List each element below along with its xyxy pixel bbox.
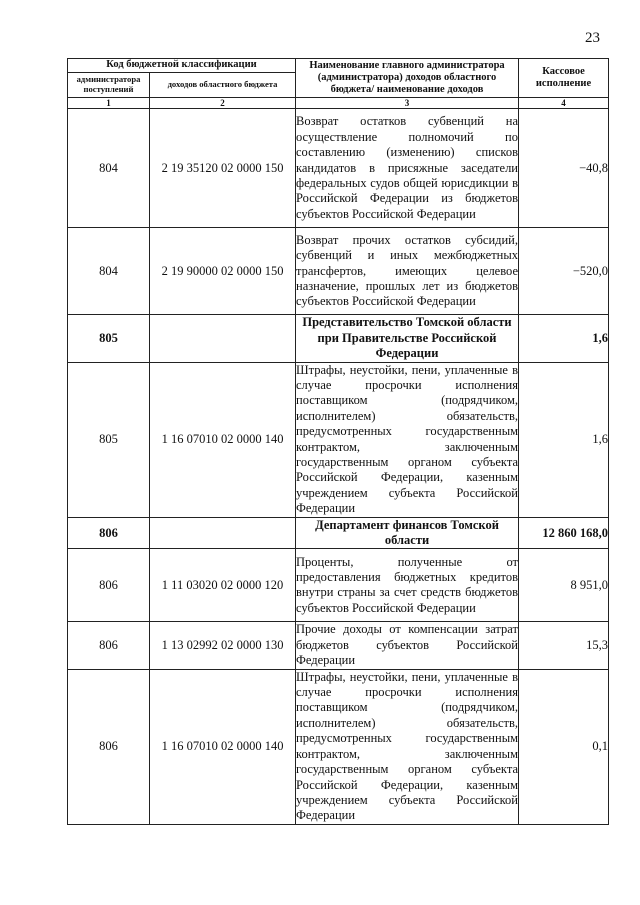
header-cash-execution: Кассовое исполнение [519, 59, 609, 98]
header-col-number: 1 [68, 98, 150, 109]
admin-code-cell: 806 [68, 517, 150, 549]
administrator-name-cell: Представительство Томской области при Правительстве Российской Федерации [296, 315, 519, 362]
administrator-name-cell: Департамент финансов Томской области [296, 517, 519, 549]
header-classification-code: Код бюджетной классификации [68, 59, 296, 73]
revenue-code-cell [150, 517, 296, 549]
amount-cell: 15,3 [519, 622, 609, 669]
table-row [68, 109, 609, 228]
header-col-number: 4 [519, 98, 609, 109]
page-number: 23 [585, 30, 600, 46]
table-row [68, 669, 609, 824]
amount-cell: 8 951,0 [519, 549, 609, 622]
table-row-administrator [68, 517, 609, 549]
revenue-name-cell: Возврат прочих остатков субсидий, субвенций и иных межбюджетных трансфертов, имеющих целевое назначение, прошлых лет из бюджетов субъектов Российской Федерации [296, 228, 519, 315]
revenue-name-cell: Возврат остатков субвенций на осуществление полномочий по составлению (изменению) списков кандидатов в присяжные заседатели федеральных судов общей юрисдикции в Российской Федерации из бюджетов субъектов Российской Федерации [296, 109, 519, 228]
table-row [68, 362, 609, 517]
admin-code-cell: 805 [68, 362, 150, 517]
table-row-administrator [68, 315, 609, 362]
amount-cell: 0,1 [519, 669, 609, 824]
revenue-name-cell: Прочие доходы от компенсации затрат бюджетов субъектов Российской Федерации [296, 622, 518, 668]
revenue-name-cell: Проценты, полученные от предоставления бюджетных кредитов внутри страны за счет средств бюджетов субъектов Российской Федерации [296, 549, 519, 622]
admin-code-cell: 806 [68, 549, 150, 622]
budget-revenue-table [67, 58, 609, 825]
header-col-number: 3 [296, 98, 519, 109]
table-row [68, 622, 609, 669]
amount-cell: −520,0 [519, 228, 609, 315]
header-col-number: 2 [150, 98, 296, 109]
admin-code-cell: 804 [68, 109, 150, 228]
header-name: Наименование главного администратора (администратора) доходов областного бюджета/ наименование доходов [296, 59, 519, 98]
admin-code-cell: 806 [68, 669, 150, 824]
revenue-name-cell: Штрафы, неустойки, пени, уплаченные в случае просрочки исполнения поставщиком (подрядчиком, исполнителем) обязательств, предусмотренных государственным контрактом, заключенным государственным органом субъекта Российской Федерации, казенным учреждением субъекта Российской Федерации [296, 362, 518, 516]
revenue-code-cell: 1 16 07010 02 0000 140 [150, 362, 296, 517]
amount-cell: −40,8 [519, 109, 609, 228]
table-row [68, 549, 609, 622]
revenue-name-cell: Штрафы, неустойки, пени, уплаченные в случае просрочки исполнения поставщиком (подрядчиком, исполнителем) обязательств, предусмотренных государственным контрактом, заключенным государственным органом субъекта Российской Федерации, казенным учреждением субъекта Российской Федерации [296, 669, 518, 823]
revenue-code-cell: 2 19 90000 02 0000 150 [150, 228, 296, 315]
admin-code-cell: 805 [68, 315, 150, 362]
amount-cell: 1,6 [519, 315, 609, 362]
header-admin-revenues: администратора поступлений [68, 73, 150, 98]
revenue-code-cell [150, 315, 296, 362]
amount-cell: 1,6 [519, 362, 609, 517]
admin-code-cell: 806 [68, 622, 150, 669]
revenue-code-cell: 1 13 02992 02 0000 130 [150, 622, 296, 669]
revenue-code-cell: 2 19 35120 02 0000 150 [150, 109, 296, 228]
admin-code-cell: 804 [68, 228, 150, 315]
table-row [68, 228, 609, 315]
header-regional-budget-revenues: доходов областного бюджета [150, 73, 296, 98]
amount-cell: 12 860 168,0 [519, 517, 609, 549]
revenue-code-cell: 1 11 03020 02 0000 120 [150, 549, 296, 622]
revenue-code-cell: 1 16 07010 02 0000 140 [150, 669, 296, 824]
